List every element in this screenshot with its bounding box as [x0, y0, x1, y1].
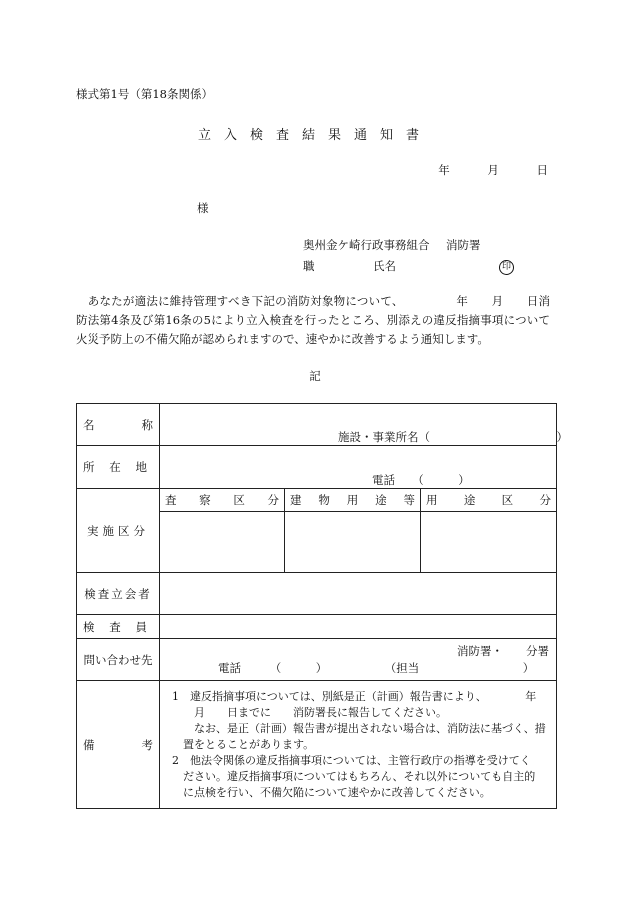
note-line: 置をとることがあります。: [172, 738, 315, 751]
label-char: 所: [83, 460, 95, 474]
use-category-header: [421, 489, 556, 512]
label-char: 検: [83, 619, 95, 634]
label-char: 査: [109, 619, 121, 634]
header-char: 途: [463, 493, 476, 507]
label-char: 名: [83, 417, 95, 432]
witness-label-cell: [77, 573, 160, 615]
header-char: 等: [403, 493, 415, 507]
inspection-category-value[interactable]: [160, 512, 284, 572]
contact-label: 問い合わせ先: [83, 652, 153, 667]
impl-label-cell: [77, 489, 160, 573]
header-char: 分: [267, 493, 279, 507]
contact-label-cell: [77, 639, 160, 681]
inspection-table: [76, 403, 568, 809]
issuer-chief: 消防署: [446, 238, 481, 252]
use-category-col: [421, 489, 556, 572]
addressee-suffix: 様: [197, 201, 209, 215]
header-char: 分: [539, 493, 551, 507]
location-phone: 電話 （ ）: [372, 473, 470, 487]
contact-value-cell[interactable]: [160, 639, 557, 681]
notes-value-cell: [160, 681, 557, 809]
impl-value-cell: [160, 489, 557, 573]
row-contact: [77, 639, 557, 681]
inspection-category-col: [160, 489, 285, 572]
document-title: 立入検査結果通知書: [197, 128, 432, 143]
date-year: 年: [438, 163, 450, 177]
header-char: 用: [426, 493, 438, 507]
inspection-category-header: [160, 489, 284, 512]
header-char: 察: [199, 493, 211, 507]
location-label-cell: [77, 446, 160, 489]
row-inspector: [77, 615, 557, 639]
contact-phone-contact: 電話 （ ） （担当 ）: [218, 661, 535, 675]
witness-value-cell[interactable]: [160, 573, 557, 615]
label-char: 備: [83, 737, 95, 752]
row-implementation: [77, 489, 557, 573]
header-char: 区: [501, 493, 514, 507]
header-char: 区: [233, 493, 245, 507]
header-char: 途: [375, 493, 387, 507]
row-location: [77, 446, 557, 489]
note-line: なお、是正（計画）報告書が提出されない場合は、消防法に基づく、措: [172, 722, 546, 735]
location-value-cell[interactable]: [160, 446, 557, 489]
job-label: 職: [303, 259, 315, 273]
header-char: 用: [346, 493, 359, 507]
label-char: 考: [141, 737, 153, 752]
note-line: 2 他法令関係の違反指摘事項については、主管行政庁の指導を受けてく: [172, 754, 531, 767]
header-char: 建: [290, 493, 302, 507]
inspector-label-cell: [77, 615, 160, 639]
notes-label-cell: [77, 681, 160, 809]
date-day: 日: [536, 163, 548, 177]
issue-date: [404, 162, 548, 178]
issuer-title-row: [303, 258, 514, 275]
seal-mark: 印: [499, 260, 514, 275]
notice-body: あなたが適法に維持管理すべき下記の消防対象物について、 年 月 日消防法第4条及び第16条の5により立入検査を行ったところ、別添えの違反指摘事項について火災予防上の不備欠陥が認められますので、速やかに改善するよう通知します。: [76, 294, 550, 346]
ki-heading: 記: [309, 369, 321, 383]
row-name: [77, 404, 557, 446]
note-line: 1 違反指摘事項については、別紙是正（計画）報告書により、 年: [172, 690, 537, 703]
building-use-value[interactable]: [285, 512, 420, 572]
name-label: 氏名: [373, 259, 396, 273]
date-month: 月: [487, 163, 499, 177]
facility-name-field: 施設・事業所名（ ）: [338, 430, 568, 444]
note-line: 月 日までに 消防署長に報告してください。: [172, 706, 447, 719]
witness-label: 検査立会者: [84, 586, 152, 601]
contact-station: 消防署・ 分署: [457, 644, 549, 658]
use-category-value[interactable]: [421, 512, 556, 572]
label-char: 称: [141, 417, 153, 432]
name-label-cell: [77, 404, 160, 446]
building-use-header: [285, 489, 420, 512]
header-char: 物: [318, 493, 330, 507]
note-line: に点検を行い、不備欠陥について速やかに改善してください。: [172, 786, 491, 799]
row-notes: [77, 681, 557, 809]
name-value-cell[interactable]: [160, 404, 568, 446]
impl-label: 実施区分: [87, 523, 149, 538]
label-char: 員: [135, 619, 147, 634]
label-char: 在: [109, 460, 121, 474]
inspector-value-cell[interactable]: [160, 615, 557, 639]
notes-text: [160, 681, 556, 801]
label-char: 地: [135, 460, 147, 474]
note-line: ださい。違反指摘事項についてはもちろん、それ以外についても自主的: [172, 770, 536, 783]
issuer-organization: 奥州金ケ崎行政事務組合: [303, 238, 430, 252]
header-char: 査: [165, 493, 177, 507]
row-witness: [77, 573, 557, 615]
building-use-col: [285, 489, 421, 572]
form-number: 様式第1号（第18条関係）: [76, 87, 213, 101]
